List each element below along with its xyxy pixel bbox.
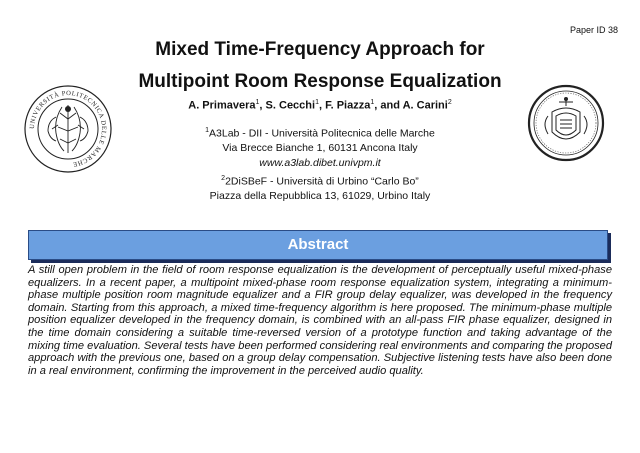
abstract-body: A still open problem in the field of room response equalization is the development of perceptually useful mixed-phase equalizers. In a recent paper, a multipoint mixed-phase room response equalization system, integrating a minimum-phase multiple position room magnitude equalizer and a FIR group delay equalizer, was developed in the frequency domain. Starting from this approach, a mixed time-frequency algorithm is here proposed. The minimum-phase multiple position equalizer developed in the frequency domain, is combined with an all-pass FIR phase equalizer, designed in the time domain considering a suitable time-reversed version of a prototype function and taking advantage of the mixing time evaluation. Several tests have been performed considering real environments and comparing the proposed approach with the previous one, based on a group delay compensation. Subjective listening tests have also been done in a real environment, confirming the improvement in the perceived audio quality.	[28, 264, 612, 377]
author-4-aff: 2	[447, 99, 452, 106]
author-4: A. Carini	[402, 99, 448, 112]
author-list: A. Primavera$^1$, S. Cecchi$^1$, F. Piazza$^1$, and A. Carini$^2$	[188, 99, 452, 112]
affiliation-2-line2: Piazza della Repubblica 13, 61029, Urbino Italy	[209, 190, 431, 202]
urbino-seal-logo	[526, 82, 606, 164]
affiliation-1-web: www.a3lab.dibet.univpm.it	[259, 156, 381, 169]
author-1-aff: 1	[255, 99, 260, 106]
author-2: S. Cecchi	[265, 99, 316, 112]
affiliation-2-marker: 2	[221, 175, 226, 182]
paper-id: Paper ID 38	[569, 25, 618, 35]
affiliation-1-line2: Via Brecce Bianche 1, 60131 Ancona Italy	[222, 142, 418, 154]
author-3: F. Piazza	[325, 99, 371, 112]
affiliation-1-marker: 1	[205, 127, 210, 134]
author-2-aff: 1	[315, 99, 319, 106]
author-3-aff: 1	[370, 99, 375, 106]
author-1: A. Primavera	[188, 99, 256, 112]
seal-ring-text: UNIVERSITÀ POLITECNICA DELLE MARCHE	[28, 89, 108, 168]
title-line-1: Mixed Time-Frequency Approach for	[155, 39, 485, 60]
abstract-heading-bar	[28, 230, 608, 260]
affiliation-2	[0, 172, 640, 204]
affiliation-2-line1: 2DiSBeF - Università di Urbino “Carlo Bo”	[225, 175, 419, 188]
abstract-heading: Abstract	[287, 236, 349, 253]
title-line-2: Multipoint Room Response Equalization	[138, 71, 502, 92]
affiliation-1-line1: A3Lab - DII - Università Politecnica delle Marche	[209, 127, 435, 140]
university-seal-logo	[22, 83, 114, 175]
